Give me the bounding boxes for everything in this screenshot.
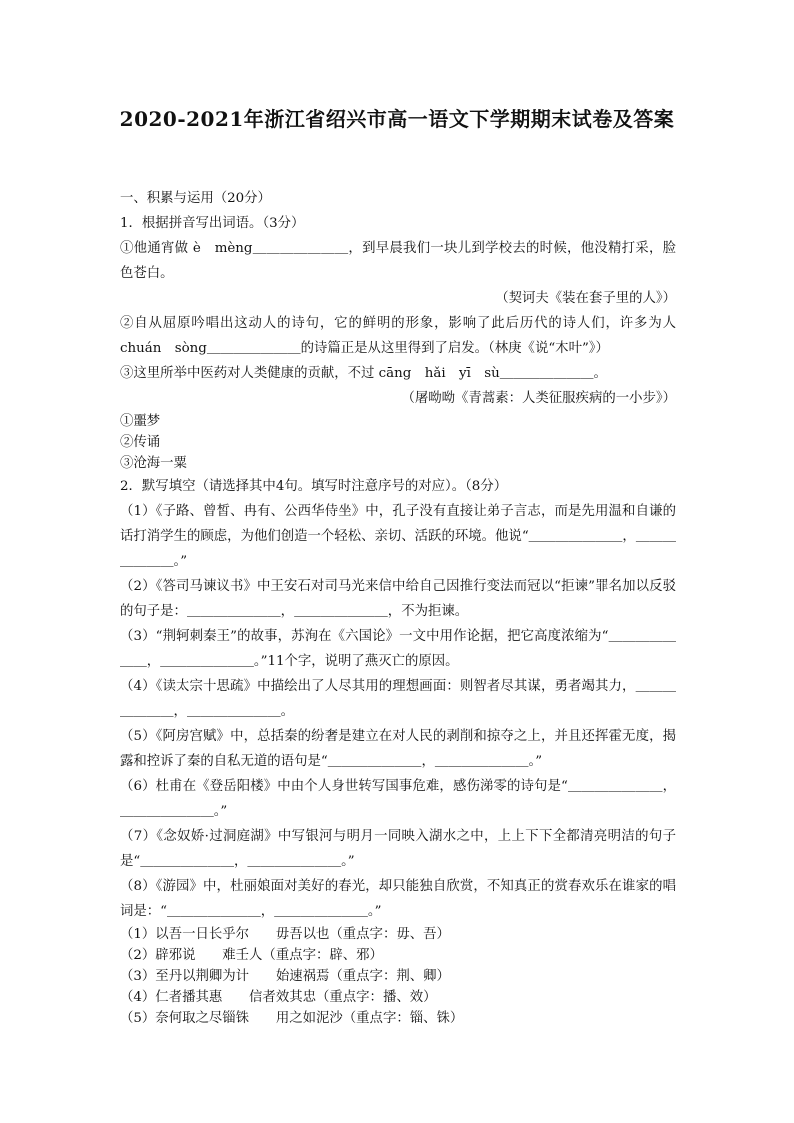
question-2-answer: （3）至丹以荆卿为计 始速祸焉（重点字：荆、卿） bbox=[120, 969, 450, 984]
question-1-item-3-source: （屠呦呦《青蒿素：人类征服疾病的一小步》） bbox=[401, 391, 676, 406]
question-2-item: （2）《答司马谏议书》中王安石对司马光来信中给自己因推行变法而冠以“拒谏”罪名加以反驳的句子是：＿＿＿＿＿＿＿，＿＿＿＿＿＿＿，不为拒谏。 bbox=[120, 579, 676, 619]
question-2-item: （7）《念奴娇·过洞庭湖》中写银河与明月一同映入湖水之中，上上下下全都清亮明洁的句子是“＿＿＿＿＿＿＿，＿＿＿＿＿＿＿。” bbox=[120, 829, 676, 869]
question-2-item: （3）“荆轲刺秦王”的故事，苏洵在《六国论》一文中用作论据，把它高度浓缩为“＿＿＿＿＿＿＿，＿＿＿＿＿＿＿。”11个字，说明了燕灭亡的原因。 bbox=[120, 629, 676, 669]
question-2-answer: （2）辟邪说 难壬人（重点字：辟、邪） bbox=[120, 948, 383, 963]
question-2-item: （1）《子路、曾皙、冉有、公西华侍坐》中，孔子没有直接让弟子言志，而是先用温和自谦的话打消学生的顾虑，为他们创造一个轻松、亲切、活跃的环境。他说“＿＿＿＿＿＿＿，＿＿＿＿＿＿＿。” bbox=[120, 504, 676, 569]
question-2-answer: （4）仁者播其惠 信者效其忠（重点字：播、效） bbox=[120, 990, 437, 1005]
question-2-stem: 2．默写填空（请选择其中4句。填写时注意序号的对应）。（8分） bbox=[120, 479, 508, 494]
question-2-answer: （1）以吾一日长乎尔 毋吾以也（重点字：毋、吾） bbox=[120, 927, 450, 942]
question-2-item: （5）《阿房宫赋》中，总括秦的纷奢是建立在对人民的剥削和掠夺之上，并且还挥霍无度，揭露和控诉了秦的自私无道的语句是“＿＿＿＿＿＿＿，＿＿＿＿＿＿＿。” bbox=[120, 729, 676, 769]
question-1-answer: ②传诵 bbox=[120, 435, 161, 450]
question-1-item-1-source: （契诃夫《装在套子里的人》） bbox=[495, 291, 676, 306]
question-1-item-1: ①他通宵做 è mèng＿＿＿＿＿＿＿，到早晨我们一块儿到学校去的时候，他没精打采，脸色苍白。 bbox=[120, 241, 676, 281]
question-2-item: （6）杜甫在《登岳阳楼》中由个人身世转写国事危难，感伤涕零的诗句是“＿＿＿＿＿＿＿，＿＿＿＿＿＿＿。” bbox=[120, 779, 676, 819]
question-2-item: （8）《游园》中，杜丽娘面对美好的春光，却只能独自欣赏，不知真正的赏春欢乐在谁家的唱词是：“＿＿＿＿＿＿＿，＿＿＿＿＿＿＿。” bbox=[120, 879, 676, 919]
question-1-item-2: ②自从屈原吟唱出这动人的诗句，它的鲜明的形象，影响了此后历代的诗人们，许多为人chuán sòng＿＿＿＿＿＿＿的诗篇正是从这里得到了启发。（林庚《说“木叶”》） bbox=[120, 316, 676, 356]
question-2-item: （4）《读太宗十思疏》中描绘出了人尽其用的理想画面：则智者尽其谋，勇者竭其力，＿＿＿＿＿＿＿，＿＿＿＿＿＿＿。 bbox=[120, 679, 676, 719]
document-title: 2020-2021年浙江省绍兴市高一语文下学期期末试卷及答案 bbox=[119, 107, 675, 131]
section-heading: 一、积累与运用（20分） bbox=[120, 191, 271, 206]
exam-content bbox=[120, 186, 676, 1029]
question-1-answer: ①噩梦 bbox=[120, 414, 161, 429]
question-1-stem: 1．根据拼音写出词语。（3分） bbox=[120, 216, 305, 231]
question-2-answer: （5）奈何取之尽锱铢 用之如泥沙（重点字：锱、铢） bbox=[120, 1011, 464, 1026]
question-1-item-3: ③这里所举中医药对人类健康的贡献，不过 cāng hǎi yī sù＿＿＿＿＿＿＿。 bbox=[120, 366, 607, 381]
question-1-answer: ③沧海一粟 bbox=[120, 456, 187, 471]
